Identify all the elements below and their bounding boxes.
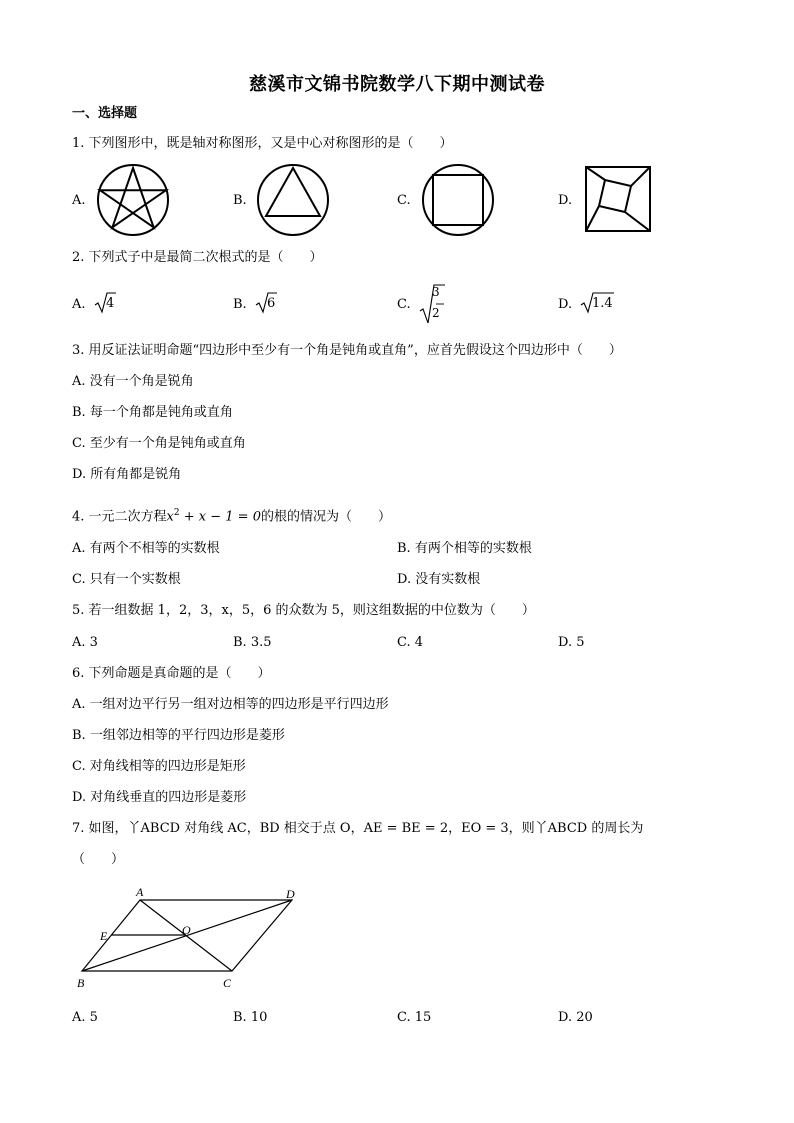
q4-equation-exponent: 2: [173, 508, 180, 518]
q1-stem: 1. 下列图形中，既是轴对称图形，又是中心对称图形的是（ ）: [72, 136, 453, 151]
q2-radicand-d: 1.4: [592, 296, 613, 311]
point-label-o: O: [182, 923, 191, 937]
q6-option-d: D. 对角线垂直的四边形是菱形: [72, 790, 247, 805]
q1-figure-pinwheel-square: [585, 166, 651, 232]
q4-stem: [72, 505, 391, 525]
q6-option-a: A. 一组对边平行另一组对边相等的四边形是平行四边形: [72, 697, 389, 712]
q5-option-a: A. 3: [72, 635, 98, 650]
q7-option-d: D. 20: [558, 1010, 593, 1025]
point-label-e: E: [100, 929, 108, 943]
q3-stem: 3. 用反证法证明命题“四边形中至少有一个角是钝角或直角”，应首先假设这个四边形中（ ）: [72, 343, 622, 358]
q4-option-a: A. 有两个不相等的实数根: [72, 541, 220, 556]
q4-stem-before: 4. 一元二次方程: [72, 509, 167, 525]
q7-option-a: A. 5: [72, 1010, 98, 1025]
vertex-label-d: D: [286, 887, 295, 901]
q2-label-b: B.: [233, 297, 247, 312]
vertex-label-c: C: [223, 976, 232, 990]
q2-fraction-numerator: 3: [432, 285, 440, 299]
q1-label-b: B.: [233, 193, 247, 208]
q3-option-b: B. 每一个角都是钝角或直角: [72, 405, 233, 420]
q2-label-a: A.: [72, 297, 86, 312]
q1-figure-square-in-circle: [421, 163, 495, 237]
q5-option-b: B. 3.5: [233, 635, 272, 650]
q4-equation-rest: + x − 1 = 0: [179, 509, 261, 525]
q6-option-c: C. 对角线相等的四边形是矩形: [72, 759, 246, 774]
vertex-label-a: A: [136, 885, 144, 899]
q7-stem: 7. 如图，丫ABCD 对角线 AC，BD 相交于点 O，AE = BE = 2，EO = 3，则丫ABCD 的周长为: [72, 821, 644, 836]
q4-option-b: B. 有两个相等的实数根: [397, 541, 532, 556]
q2-label-d: D.: [558, 297, 573, 312]
q6-option-b: B. 一组邻边相等的平行四边形是菱形: [72, 728, 285, 743]
q2-fraction-denominator: 2: [432, 306, 440, 320]
q1-label-c: C.: [397, 193, 411, 208]
q1-label-a: A.: [72, 193, 86, 208]
q1-figure-triangle-in-circle: [256, 163, 330, 237]
page-title: 慈溪市文锦书院数学八下期中测试卷: [249, 74, 545, 95]
q5-option-d: D. 5: [558, 635, 585, 650]
q6-stem: 6. 下列命题是真命题的是（ ）: [72, 666, 271, 681]
q2-radicand-a: 4: [106, 296, 115, 311]
q2-stem: 2. 下列式子中是最简二次根式的是（ ）: [72, 250, 323, 265]
q7-parallelogram-figure: [74, 885, 304, 995]
q1-label-d: D.: [558, 193, 573, 208]
q7-option-c: C. 15: [397, 1010, 432, 1025]
q3-option-d: D. 所有角都是锐角: [72, 467, 182, 482]
q5-stem: 5. 若一组数据 1，2，3，x，5，6 的众数为 5，则这组数据的中位数为（ ）: [72, 603, 535, 618]
q4-stem-after: 的根的情况为（ ）: [260, 509, 391, 525]
q2-label-c: C.: [397, 297, 411, 312]
q7-option-b: B. 10: [233, 1010, 268, 1025]
q4-option-d: D. 没有实数根: [397, 572, 481, 587]
q1-figure-star-in-circle: [96, 163, 170, 237]
q3-option-a: A. 没有一个角是锐角: [72, 374, 194, 389]
q3-option-c: C. 至少有一个角是钝角或直角: [72, 436, 246, 451]
q2-radicand-b: 6: [267, 296, 276, 311]
q5-option-c: C. 4: [397, 635, 424, 650]
section-heading: 一、选择题: [72, 106, 138, 121]
q7-stem-continued: （ ）: [72, 852, 125, 867]
vertex-label-b: B: [77, 976, 85, 990]
q4-equation-x: x: [166, 509, 174, 525]
q4-option-c: C. 只有一个实数根: [72, 572, 181, 587]
